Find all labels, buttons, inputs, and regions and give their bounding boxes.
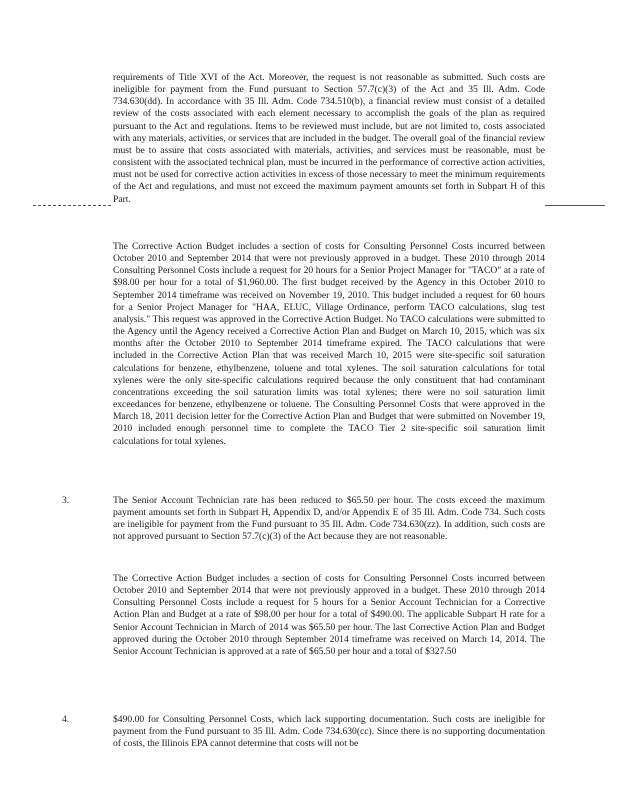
item-text: $490.00 for Consulting Personnel Costs, which lack supporting documentation. Such costs are ineligible for payment from the Fund pursuant to 35 Ill. Adm. Code 734.630(cc). Since there is no supporting documentation of costs, the Illinois EPA cannot determine that costs will not be — [113, 714, 545, 750]
paragraph-budget-taco: The Corrective Action Budget includes a section of costs for Consulting Personnel Costs incurred between October 2010 and September 2014 that were not previously approved in a budget. These 2010 through 2014 Consulting Personnel Costs include a request for 20 hours for a Senior Project Manager for "TACO" at a rate of $98.00 per hour for a total of $1,960.00. The first budget received by the Agency in this October 2010 to September 2014 timeframe was received on November 19, 2010. This budget included a request for 60 hours for a Senior Project Manager for "HAA, ELUC, Village Ordinance, perform TACO calculations, slug test analysis." This request was approved in the Corrective Action Budget. No TACO calculations were submitted to the Agency until the Agency received a Corrective Action Plan and Budget on March 10, 2015, which was six months after the October 2010 to September 2014 timeframe expired. The TACO calculations that were included in the Corrective Action Plan that was received March 10, 2015 were site-specific soil saturation calculations for benzene, ethylbenzene, toluene and total xylenes. The soil saturation calculations for total xylenes were the only site-specific calculations required because the only constituent that had contaminant concentrations exceeding the soil saturation limits was total xylenes; there were no soil saturation limit exceedances for benzene, ethylbenzene or toluene. The Consulting Personnel Costs that were approved in the March 18, 2011 decision letter for the Corrective Action Plan and Budget that were submitted on November 19, 2010 included enough personnel time to complete the TACO Tier 2 site-specific soil saturation limit calculations for total xylenes. — [113, 241, 545, 447]
item-number: 3. — [62, 495, 70, 506]
scan-artifact-line — [33, 205, 111, 206]
paragraph-intro: requirements of Title XVI of the Act. Moreover, the request is not reasonable as submitted. Such costs are ineligible for payment from the Fund pursuant to Section 57.7(c)(3) of the Act and 35 Ill. Adm. Code 734.630(dd). In accordance with 35 Ill. Adm. Code 734.510(b), a financial review must consist of a detailed review of the costs associated with each element necessary to accomplish the goals of the plan as required pursuant to the Act and regulations. Items to be reviewed must include, but are not limited to, costs associated with any materials, activities, or services that are included in the budget. The overall goal of the financial review must be to assure that costs associated with materials, activities, and services must be reasonable, must be consistent with the associated technical plan, must be incurred in the performance of corrective action activities, must not be used for corrective action activities in excess of those necessary to meet the minimum requirements of the Act and regulations, and must not exceed the maximum payment amounts set forth in Subpart H of this Part. — [113, 72, 545, 205]
scan-artifact-line — [545, 205, 605, 206]
item-number: 4. — [62, 714, 70, 725]
item-text: The Senior Account Technician rate has been reduced to $65.50 per hour. The costs exceed the maximum payment amounts set forth in Subpart H, Appendix D, and/or Appendix E of 35 Ill. Adm. Code 734. Such costs are ineligible for payment from the Fund pursuant to 35 Ill. Adm. Code 734.630(zz). In addition, such costs are not approved pursuant to Section 57.7(c)(3) of the Act because they are not reasonable. — [113, 495, 545, 543]
paragraph-budget-technician: The Corrective Action Budget includes a section of costs for Consulting Personnel Costs incurred between October 2010 and September 2014 that were not previously approved in a budget. These 2010 through 2014 Consulting Personnel Costs include a request for 5 hours for a Senior Account Technician for a Corrective Action Plan and Budget at a rate of $98.00 per hour for a total of $490.00. The applicable Subpart H rate for a Senior Account Technician in March of 2014 was $65.50 per hour. The last Corrective Action Plan and Budget approved during the October 2010 through September 2014 timeframe was received on March 14, 2014. The Senior Account Technician is approved at a rate of $65.50 per hour and a total of $327.50 — [113, 573, 545, 657]
